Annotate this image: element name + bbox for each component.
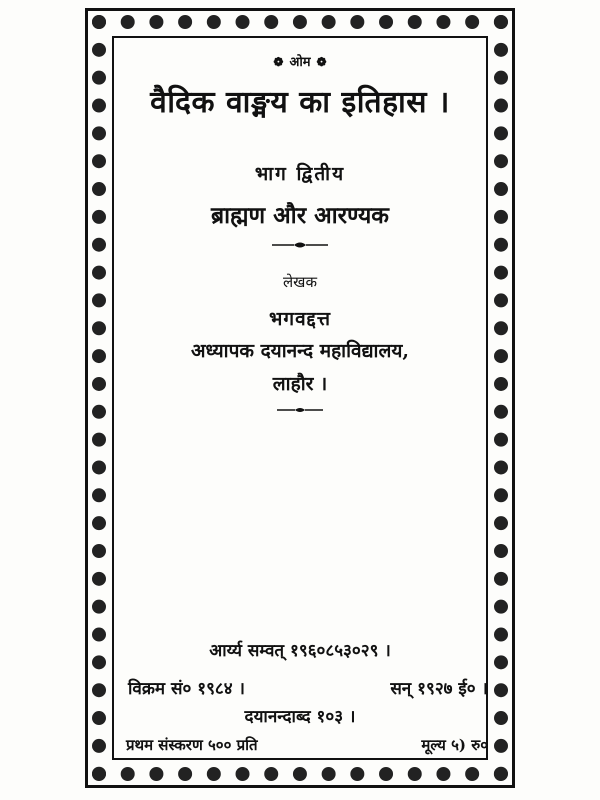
author-place: लाहौर ।	[272, 373, 328, 395]
flower-ornament-icon: ❁	[316, 55, 327, 69]
author-label: लेखक	[283, 273, 317, 291]
om-text: ओम	[289, 55, 311, 70]
flower-ornament-icon: ❁	[273, 55, 284, 69]
edition-info: प्रथम संस्करण ५०० प्रति	[126, 736, 258, 754]
volume-subtitle: ब्राह्मण और आरण्यक	[211, 202, 389, 229]
vikram-samvat-date: विक्रम सं० १९८४ ।	[128, 679, 245, 699]
decorative-divider	[270, 240, 330, 250]
om-heading	[0, 52, 600, 70]
common-era-date: सन् १९२७ ई० ।	[390, 679, 488, 699]
volume-part: भाग द्वितीय	[254, 163, 346, 185]
price-info: मूल्य ५) रु०	[421, 736, 488, 754]
book-title: वैदिक वाङ्मय का इतिहास ।	[150, 85, 450, 120]
author-name: भगवद्दत्त	[269, 308, 331, 330]
decorative-divider	[275, 405, 325, 415]
arya-samvat-date: आर्य्य सम्वत् १९६०८५३०२९ ।	[209, 641, 391, 661]
author-role: अध्यापक दयानन्द महाविद्यालय,	[190, 340, 409, 362]
dayanandabd-date: दयानन्दाब्द १०३ ।	[244, 707, 356, 727]
